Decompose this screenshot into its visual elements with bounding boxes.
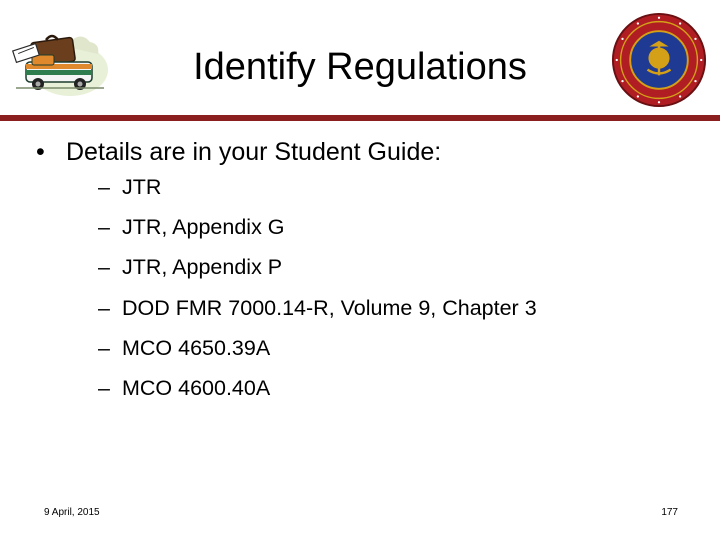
title-divider bbox=[0, 115, 720, 121]
list-item-text: JTR, Appendix G bbox=[122, 215, 285, 240]
bullet-item bbox=[36, 134, 441, 170]
page-number: 177 bbox=[661, 507, 678, 518]
dash-marker: – bbox=[98, 335, 110, 360]
list-item-text: MCO 4650.39A bbox=[122, 335, 271, 360]
dash-marker: – bbox=[98, 295, 110, 320]
list-item-text: MCO 4600.40A bbox=[122, 375, 271, 400]
list-item-text: JTR, Appendix P bbox=[122, 255, 283, 280]
slide-title: Identify Regulations bbox=[193, 46, 527, 88]
list-item-text: DOD FMR 7000.14-R, Volume 9, Chapter 3 bbox=[122, 295, 537, 320]
footer-date: 9 April, 2015 bbox=[44, 507, 100, 518]
dash-marker: – bbox=[98, 175, 110, 199]
regulation-list bbox=[98, 174, 537, 415]
dash-marker: – bbox=[98, 255, 110, 280]
list-item bbox=[98, 295, 537, 322]
list-item bbox=[98, 375, 537, 402]
list-item-text: JTR bbox=[122, 175, 162, 199]
bullet-text: Details are in your Student Guide: bbox=[66, 138, 442, 166]
list-item bbox=[98, 214, 537, 241]
list-item bbox=[98, 335, 537, 362]
list-item bbox=[98, 174, 537, 201]
dash-marker: – bbox=[98, 215, 110, 240]
dash-marker: – bbox=[98, 375, 110, 400]
list-item bbox=[98, 254, 537, 281]
bullet-marker: • bbox=[36, 138, 45, 166]
